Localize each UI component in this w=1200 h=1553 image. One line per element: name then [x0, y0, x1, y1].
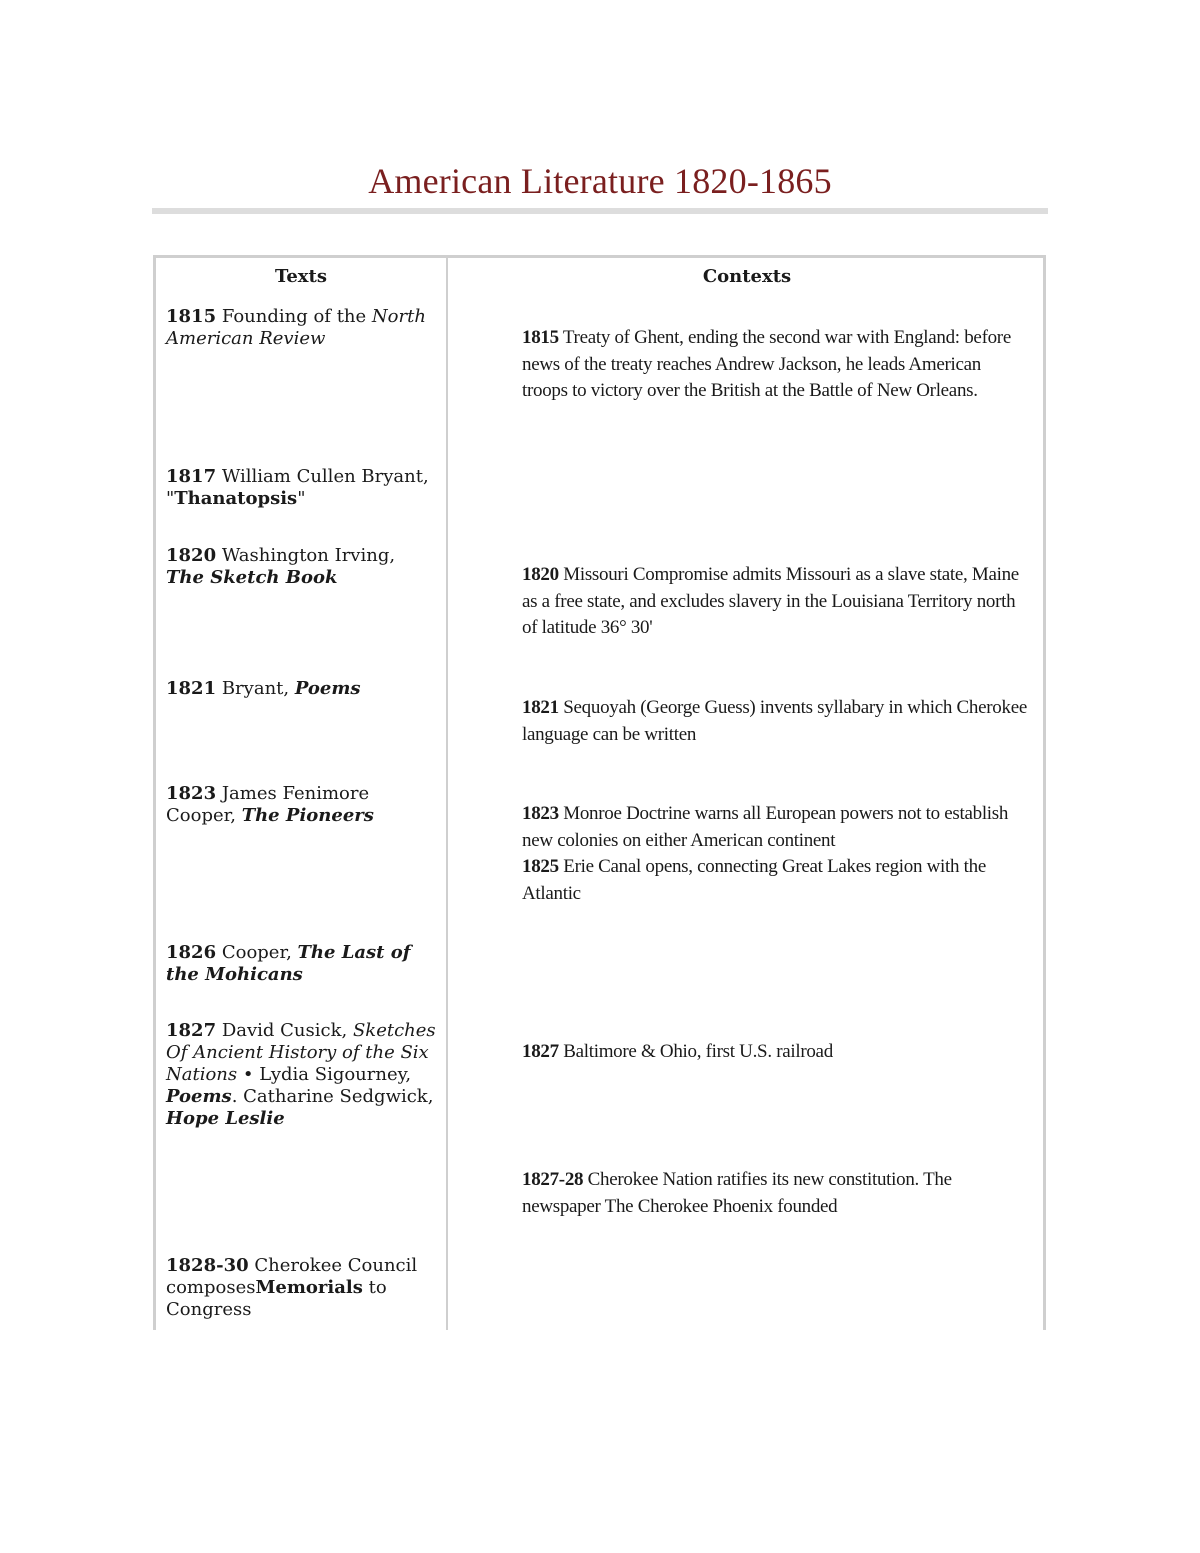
texts-column-header: Texts [275, 266, 327, 287]
context-text: Cherokee Nation ratifies its new constitution. The newspaper The Cherokee Phoenix founded [522, 1169, 952, 1217]
entry-text-part: Bryant, [216, 678, 295, 699]
context-year: 1827 [522, 1041, 559, 1062]
entry-year: 1826 [166, 942, 217, 963]
contexts-column-header: Contexts [702, 266, 792, 287]
entry-year: 1823 [166, 783, 217, 804]
context-entry-1820 [522, 562, 1027, 642]
context-entry-1827-28 [522, 1167, 1027, 1220]
entry-text-part: " [297, 488, 306, 509]
entry-year: 1820 [166, 545, 217, 566]
text-entry-1828-30 [166, 1255, 438, 1321]
entry-text-part: Cooper, [216, 942, 298, 963]
context-entry-1821 [522, 695, 1027, 748]
context-entry-1815 [522, 325, 1027, 405]
text-entry-1820 [166, 545, 438, 589]
entry-text-part: The Pioneers [241, 805, 374, 826]
context-entry-1823 [522, 801, 1027, 854]
entry-text-part: Poems [294, 678, 361, 699]
text-entry-1815 [166, 306, 438, 350]
context-text: Sequoyah (George Guess) invents syllabary in which Cherokee language can be written [522, 697, 1027, 745]
entry-text-part: Thanatopsis [174, 488, 298, 509]
text-entry-1827 [166, 1020, 438, 1130]
entry-text-part: Hope Leslie [166, 1108, 285, 1129]
entry-year: 1821 [166, 678, 217, 699]
entry-text-part: North American Review [166, 306, 426, 349]
context-year: 1821 [522, 697, 559, 718]
entry-text-part: William Cullen Bryant, [216, 466, 429, 487]
context-entry-1827 [522, 1039, 1027, 1066]
entry-text-part: " [166, 488, 175, 509]
context-year: 1823 [522, 803, 559, 824]
entry-text-part: The Sketch Book [166, 567, 338, 588]
context-text: Baltimore & Ohio, first U.S. railroad [558, 1041, 833, 1062]
timeline-table [153, 255, 1046, 1330]
text-entry-1826 [166, 942, 438, 986]
entry-text-part: to Congress [166, 1277, 387, 1320]
entry-text-part: Sketches Of Ancient History of the Six Nations [166, 1020, 436, 1085]
text-entry-1817 [166, 466, 438, 510]
context-text: Treaty of Ghent, ending the second war with England: before news of the treaty reaches Andrew Jackson, he leads American troops to victory over the British at the Battle of New Orleans. [522, 327, 1011, 401]
entry-year: 1815 [166, 306, 217, 327]
entry-text-part: The Last of the Mohicans [166, 942, 411, 985]
context-year: 1827-28 [522, 1169, 584, 1190]
context-year: 1820 [522, 564, 559, 585]
entry-text-part: Poems [166, 1086, 232, 1107]
entry-text-part: . Catharine Sedgwick, [231, 1086, 434, 1107]
context-text: Missouri Compromise admits Missouri as a slave state, Maine as a free state, and excludes slavery in the Louisiana Territory north of latitude 36° 30' [522, 564, 1019, 638]
entry-text-part: • Lydia Sigourney, [237, 1064, 412, 1085]
text-entry-1823 [166, 783, 438, 827]
entry-text-part: James Fenimore Cooper, [166, 783, 370, 826]
context-entry-1825 [522, 854, 1027, 907]
column-divider [446, 258, 448, 1330]
entry-text-part: Cherokee Council composes [166, 1255, 418, 1298]
entry-year: 1817 [166, 466, 217, 487]
context-text: Monroe Doctrine warns all European powers not to establish new colonies on either American continent [522, 803, 1009, 851]
entry-text-part: David Cusick, [216, 1020, 353, 1041]
context-year: 1825 [522, 856, 559, 877]
entry-year: 1827 [166, 1020, 217, 1041]
entry-text-part: Founding of the [216, 306, 372, 327]
entry-text-part: Memorials [255, 1277, 363, 1298]
text-entry-1821 [166, 678, 438, 700]
entry-text-part: Washington Irving, [216, 545, 396, 566]
context-text: Erie Canal opens, connecting Great Lakes region with the Atlantic [522, 856, 986, 904]
entry-year: 1828-30 [166, 1255, 249, 1276]
context-year: 1815 [522, 327, 559, 348]
page-title: American Literature 1820-1865 [368, 161, 832, 201]
title-rule [152, 208, 1048, 214]
